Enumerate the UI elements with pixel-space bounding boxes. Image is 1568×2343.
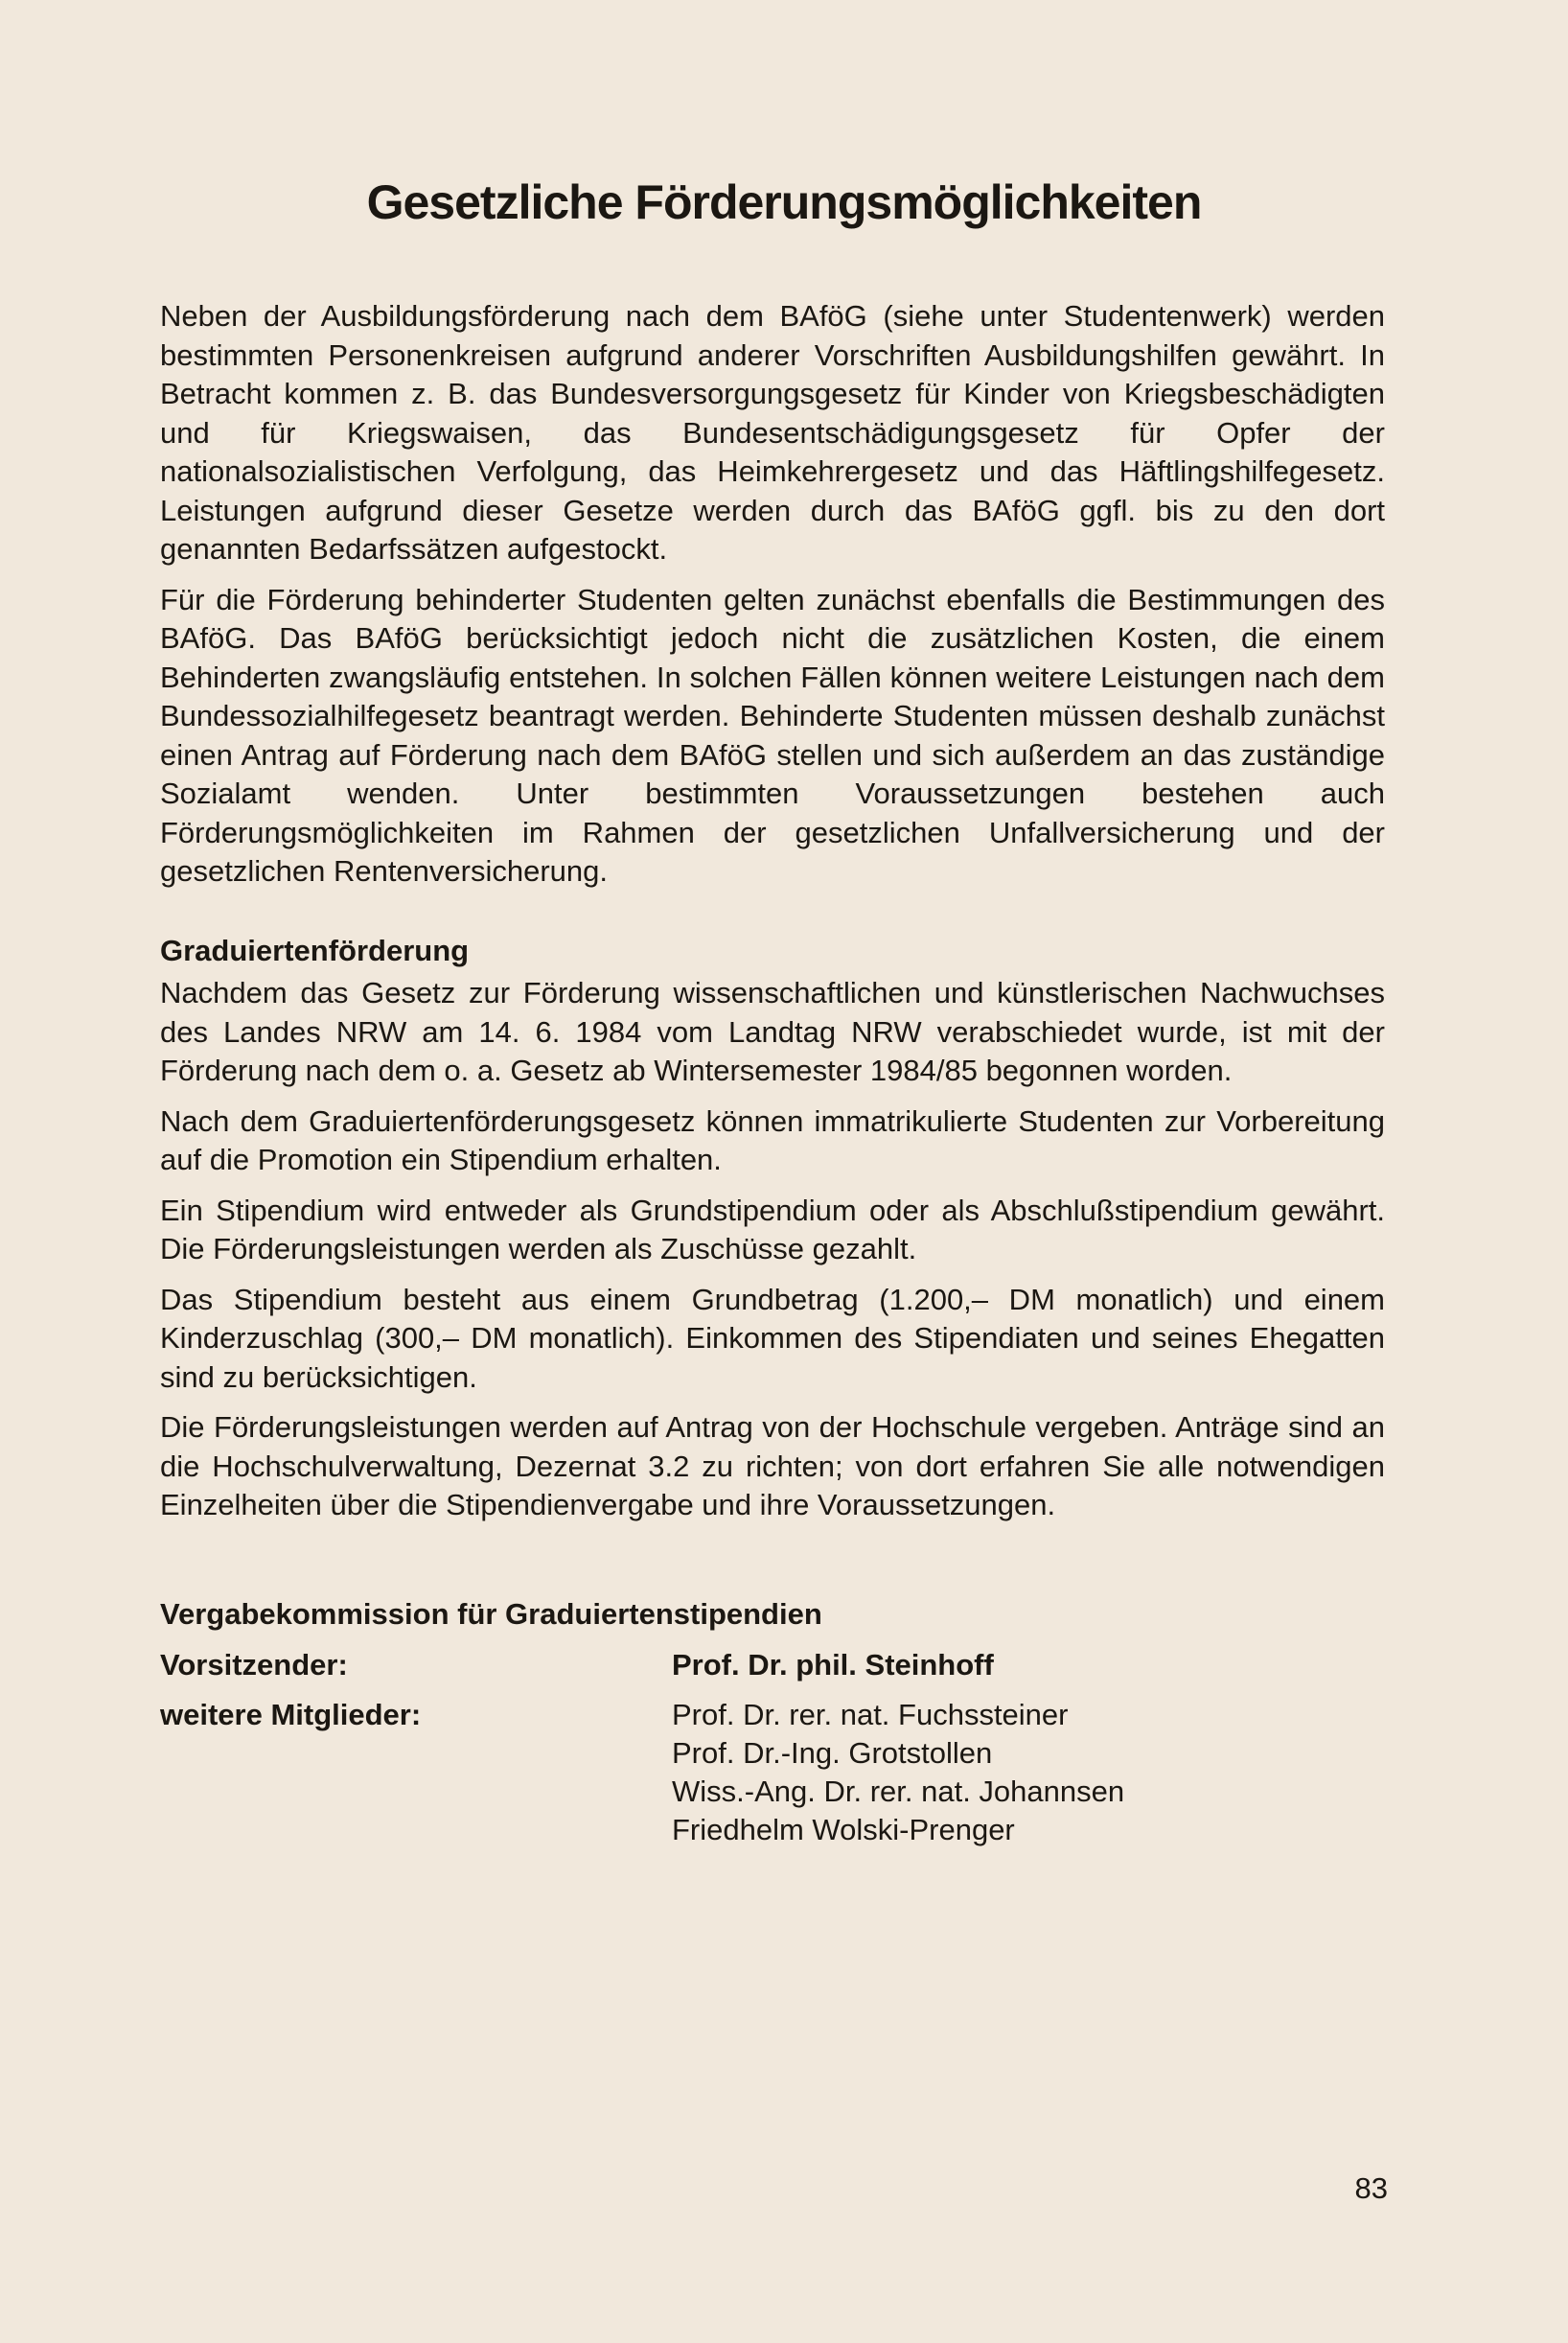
committee-members-row	[160, 1696, 1385, 1849]
chair-name: Prof. Dr. phil. Steinhoff	[672, 1647, 994, 1682]
paragraph-intro: Neben der Ausbildungsförderung nach dem BAföG (siehe unter Studentenwerk) werden bestimmten Personenkreisen aufgrund anderer Vorschriften Ausbildungshilfen gewährt. In Betracht kommen z. B. das Bundesversorgungsgesetz für Kinder von Kriegsbeschädigten und für Kriegswaisen, das Bundesentschädigungsgesetz für Opfer der nationalsozialistischen Verfolgung, das Heimkehrergesetz und das Häftlingshilfegesetz. Leistungen aufgrund dieser Gesetze werden durch das BAföG ggfl. bis zu den dort genannten Bedarfssätzen aufgestockt.	[160, 299, 1385, 566]
members-list	[672, 1696, 1124, 1849]
committee-chair-row	[160, 1646, 1385, 1684]
paragraph-disabled-students: Für die Förderung behinderter Studenten gelten zunächst ebenfalls die Bestimmungen des BAföG. Das BAföG berücksichtigt jedoch nicht die zusätzlichen Kosten, die einem Behinderten zwangsläufig entstehen. In solchen Fällen können weitere Leistungen nach dem Bundessozialhilfegesetz beantragt werden. Behinderte Studenten müssen deshalb zunächst einen Antrag auf Förderung nach dem BAföG stellen und sich außerdem an das zuständige Sozialamt wenden. Unter bestimmten Voraussetzungen bestehen auch Förderungsmöglichkeiten im Rahmen der gesetzlichen Unfallversicherung und der gesetzlichen Rentenversicherung.	[160, 582, 1385, 888]
members-label: weitere Mitglieder:	[160, 1697, 422, 1731]
section-paragraph: Das Stipendium besteht aus einem Grundbetrag (1.200,– DM monatlich) und einem Kinderzuschlag (300,– DM monatlich). Einkommen des Stipendiaten und seines Ehegatten sind zu berücksichtigen.	[160, 1282, 1385, 1394]
member-name: Friedhelm Wolski-Prenger	[672, 1812, 1015, 1846]
section-paragraph: Ein Stipendium wird entweder als Grundstipendium oder als Abschlußstipendium gewährt. Die Förderungsleistungen werden als Zuschüsse gezahlt.	[160, 1193, 1385, 1265]
section-paragraph: Die Förderungsleistungen werden auf Antrag von der Hochschule vergeben. Anträge sind an die Hochschulverwaltung, Dezernat 3.2 zu richten; von dort erfahren Sie alle notwendigen Einzelheiten über die Stipendienvergabe und ihre Voraussetzungen.	[160, 1410, 1385, 1521]
member-name: Prof. Dr.-Ing. Grotstollen	[672, 1735, 993, 1770]
member-name: Wiss.-Ang. Dr. rer. nat. Johannsen	[672, 1774, 1125, 1808]
member-name: Prof. Dr. rer. nat. Fuchssteiner	[672, 1697, 1069, 1731]
body-text	[160, 297, 1385, 1525]
page-number: 83	[1354, 2171, 1388, 2205]
committee-block	[160, 1595, 1385, 1849]
section-paragraph: Nachdem das Gesetz zur Förderung wissenschaftlichen und künstlerischen Nachwuchses des Landes NRW am 14. 6. 1984 vom Landtag NRW verabschiedet wurde, ist mit der Förderung nach dem o. a. Gesetz ab Wintersemester 1984/85 begonnen worden.	[160, 976, 1385, 1087]
page-title: Gesetzliche Förderungsmöglichkeiten	[366, 175, 1202, 229]
chair-label: Vorsitzender:	[160, 1647, 348, 1682]
committee-heading: Vergabekommission für Graduiertenstipendien	[160, 1597, 822, 1631]
section-heading: Graduiertenförderung	[160, 933, 470, 967]
section-paragraph: Nach dem Graduiertenförderungsgesetz können immatrikulierte Studenten zur Vorbereitung auf die Promotion ein Stipendium erhalten.	[160, 1103, 1385, 1176]
